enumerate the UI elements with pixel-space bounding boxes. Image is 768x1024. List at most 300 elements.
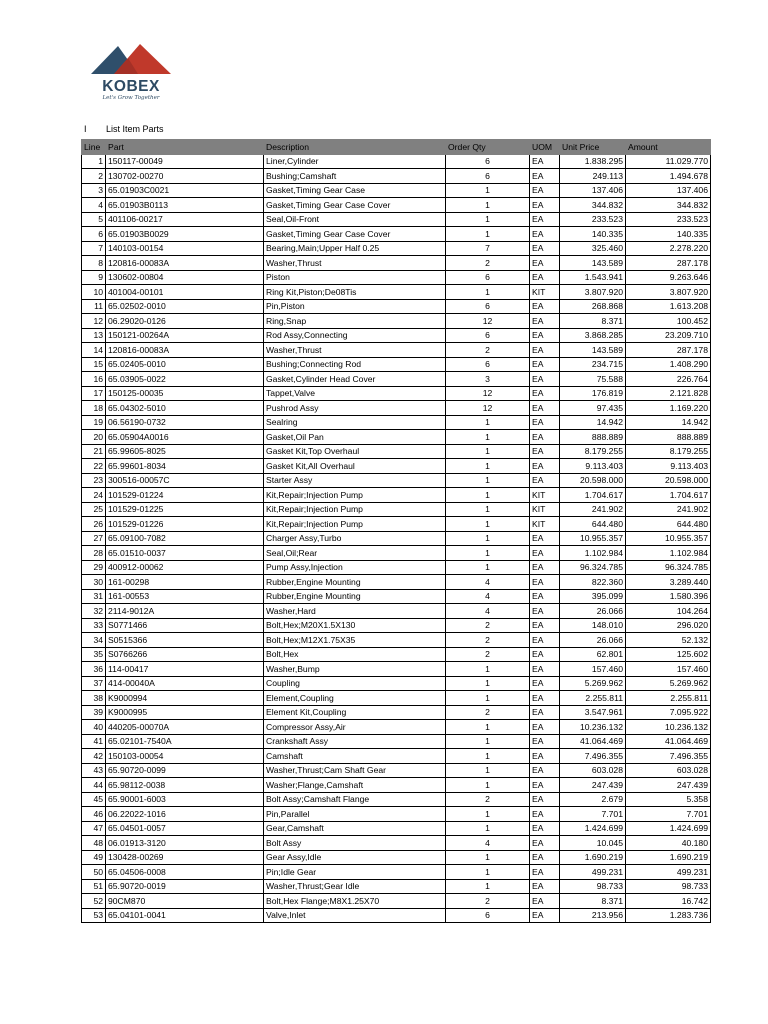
cell-amount: 1.408.290 [626,357,711,372]
cell-uom: EA [530,778,560,793]
cell-uom: EA [530,807,560,822]
table-row [82,401,711,416]
table-row [82,763,711,778]
cell-order-qty: 12 [446,386,530,401]
cell-unit-price: 8.371 [560,894,626,909]
cell-uom: EA [530,430,560,445]
cell-uom: EA [530,401,560,416]
cell-part: 65.05904A0016 [106,430,264,445]
cell-part: 130428-00269 [106,850,264,865]
cell-unit-price: 644.480 [560,517,626,532]
cell-part: 150125-00035 [106,386,264,401]
cell-unit-price: 3.868.285 [560,328,626,343]
cell-order-qty: 1 [446,517,530,532]
table-row [82,299,711,314]
cell-uom: EA [530,473,560,488]
cell-amount: 603.028 [626,763,711,778]
cell-line: 15 [82,357,106,372]
cell-unit-price: 143.589 [560,256,626,271]
cell-line: 8 [82,256,106,271]
table-row [82,444,711,459]
cell-unit-price: 14.942 [560,415,626,430]
cell-part: 401004-00101 [106,285,264,300]
cell-description: Pin,Piston [264,299,446,314]
cell-amount: 10.236.132 [626,720,711,735]
cell-part: 150121-00264A [106,328,264,343]
cell-uom: KIT [530,488,560,503]
cell-unit-price: 395.099 [560,589,626,604]
cell-part: 101529-01226 [106,517,264,532]
table-row [82,531,711,546]
cell-description: Washer,Thrust;Cam Shaft Gear [264,763,446,778]
cell-amount: 3.807.920 [626,285,711,300]
cell-order-qty: 1 [446,662,530,677]
cell-amount: 296.020 [626,618,711,633]
cell-line: 51 [82,879,106,894]
cell-line: 18 [82,401,106,416]
cell-description: Ring Kit,Piston;De08Tis [264,285,446,300]
cell-part: 65.90720-0019 [106,879,264,894]
cell-order-qty: 1 [446,415,530,430]
table-row [82,589,711,604]
cell-description: Seal,Oil-Front [264,212,446,227]
cell-uom: EA [530,676,560,691]
cell-amount: 41.064.469 [626,734,711,749]
cell-order-qty: 2 [446,633,530,648]
table-row [82,386,711,401]
table-row [82,473,711,488]
cell-order-qty: 7 [446,241,530,256]
cell-part: K9000994 [106,691,264,706]
cell-amount: 226.764 [626,372,711,387]
cell-amount: 8.179.255 [626,444,711,459]
cell-order-qty: 6 [446,169,530,184]
cell-amount: 9.263.646 [626,270,711,285]
cell-description: Gear Assy,Idle [264,850,446,865]
cell-line: 47 [82,821,106,836]
cell-order-qty: 2 [446,894,530,909]
cell-part: 65.01903C0021 [106,183,264,198]
cell-order-qty: 4 [446,575,530,590]
table-row [82,212,711,227]
cell-order-qty: 6 [446,154,530,169]
cell-part: 400912-00062 [106,560,264,575]
cell-unit-price: 1.102.984 [560,546,626,561]
cell-part: 440205-00070A [106,720,264,735]
cell-amount: 2.278.220 [626,241,711,256]
cell-line: 3 [82,183,106,198]
parts-table [81,139,711,923]
cell-line: 4 [82,198,106,213]
cell-line: 45 [82,792,106,807]
cell-part: 65.04506-0008 [106,865,264,880]
cell-description: Rubber,Engine Mounting [264,589,446,604]
cell-unit-price: 249.113 [560,169,626,184]
cell-description: Bolt Assy [264,836,446,851]
cell-description: Washer,Thrust [264,256,446,271]
cell-uom: EA [530,256,560,271]
cell-description: Gasket,Timing Gear Case Cover [264,227,446,242]
cell-part: 120816-00083A [106,256,264,271]
cell-order-qty: 1 [446,444,530,459]
cell-uom: EA [530,343,560,358]
cell-description: Gasket,Oil Pan [264,430,446,445]
table-row [82,676,711,691]
cell-order-qty: 1 [446,459,530,474]
cell-description: Kit,Repair;Injection Pump [264,488,446,503]
table-row [82,560,711,575]
cell-order-qty: 1 [446,821,530,836]
cell-unit-price: 7.496.355 [560,749,626,764]
cell-uom: EA [530,357,560,372]
cell-line: 20 [82,430,106,445]
cell-description: Seal,Oil;Rear [264,546,446,561]
cell-description: Bolt,Hex;M12X1.75X35 [264,633,446,648]
cell-uom: EA [530,459,560,474]
cell-part: 06.01913-3120 [106,836,264,851]
cell-unit-price: 1.838.295 [560,154,626,169]
cell-part: 130602-00804 [106,270,264,285]
cell-description: Bearing,Main;Upper Half 0.25 [264,241,446,256]
cell-part: S0515366 [106,633,264,648]
cell-part: 130702-00270 [106,169,264,184]
cell-uom: EA [530,314,560,329]
cell-part: 65.01510-0037 [106,546,264,561]
cell-order-qty: 1 [446,749,530,764]
cell-uom: KIT [530,502,560,517]
cell-uom: EA [530,792,560,807]
cell-part: 150103-00054 [106,749,264,764]
table-row [82,328,711,343]
cell-line: 34 [82,633,106,648]
cell-line: 31 [82,589,106,604]
parts-table-body [82,154,711,923]
header-order-qty: Order Qty [446,140,530,155]
kobex-logo [88,42,174,104]
cell-description: Element,Coupling [264,691,446,706]
cell-uom: EA [530,575,560,590]
table-row [82,459,711,474]
cell-unit-price: 8.179.255 [560,444,626,459]
cell-unit-price: 26.066 [560,604,626,619]
cell-part: 06.56190-0732 [106,415,264,430]
header-part: Part [106,140,264,155]
cell-order-qty: 6 [446,328,530,343]
cell-unit-price: 499.231 [560,865,626,880]
cell-amount: 104.264 [626,604,711,619]
cell-uom: EA [530,154,560,169]
cell-order-qty: 12 [446,314,530,329]
cell-description: Gasket,Timing Gear Case Cover [264,198,446,213]
cell-order-qty: 1 [446,531,530,546]
cell-order-qty: 1 [446,560,530,575]
cell-amount: 1.424.699 [626,821,711,836]
cell-amount: 7.496.355 [626,749,711,764]
cell-line: 44 [82,778,106,793]
cell-uom: EA [530,372,560,387]
cell-line: 38 [82,691,106,706]
cell-description: Bushing;Camshaft [264,169,446,184]
cell-description: Washer,Thrust;Gear Idle [264,879,446,894]
cell-uom: EA [530,227,560,242]
cell-unit-price: 247.439 [560,778,626,793]
cell-line: 30 [82,575,106,590]
table-row [82,618,711,633]
cell-order-qty: 1 [446,546,530,561]
cell-description: Gasket,Timing Gear Case [264,183,446,198]
table-row [82,821,711,836]
cell-part: 65.90001-6003 [106,792,264,807]
cell-line: 25 [82,502,106,517]
cell-line: 27 [82,531,106,546]
table-row [82,270,711,285]
cell-unit-price: 176.819 [560,386,626,401]
cell-amount: 3.289.440 [626,575,711,590]
cell-order-qty: 6 [446,270,530,285]
cell-unit-price: 41.064.469 [560,734,626,749]
cell-description: Bolt Assy;Camshaft Flange [264,792,446,807]
cell-part: 65.04501-0057 [106,821,264,836]
cell-unit-price: 62.801 [560,647,626,662]
cell-line: 41 [82,734,106,749]
cell-order-qty: 1 [446,502,530,517]
cell-order-qty: 1 [446,227,530,242]
cell-uom: EA [530,212,560,227]
cell-part: 2114-9012A [106,604,264,619]
cell-unit-price: 268.868 [560,299,626,314]
cell-unit-price: 157.460 [560,662,626,677]
header-description: Description [264,140,446,155]
cell-part: 101529-01225 [106,502,264,517]
table-row [82,314,711,329]
cell-description: Charger Assy,Turbo [264,531,446,546]
cell-unit-price: 97.435 [560,401,626,416]
cell-description: Bolt,Hex [264,647,446,662]
cell-amount: 96.324.785 [626,560,711,575]
cell-amount: 16.742 [626,894,711,909]
cell-uom: EA [530,908,560,923]
cell-amount: 241.902 [626,502,711,517]
cell-amount: 20.598.000 [626,473,711,488]
cell-unit-price: 822.360 [560,575,626,590]
cell-unit-price: 96.324.785 [560,560,626,575]
cell-uom: EA [530,647,560,662]
cell-uom: EA [530,589,560,604]
cell-line: 5 [82,212,106,227]
cell-uom: EA [530,604,560,619]
cell-unit-price: 234.715 [560,357,626,372]
cell-description: Sealring [264,415,446,430]
cell-description: Pin,Parallel [264,807,446,822]
logo-tagline: Let's Grow Together [102,95,160,101]
cell-uom: KIT [530,517,560,532]
cell-uom: EA [530,865,560,880]
cell-line: 24 [82,488,106,503]
cell-description: Gasket Kit,Top Overhaul [264,444,446,459]
cell-uom: EA [530,531,560,546]
cell-line: 32 [82,604,106,619]
cell-amount: 644.480 [626,517,711,532]
cell-order-qty: 2 [446,647,530,662]
cell-amount: 98.733 [626,879,711,894]
cell-unit-price: 344.832 [560,198,626,213]
cell-description: Coupling [264,676,446,691]
cell-order-qty: 2 [446,343,530,358]
cell-uom: EA [530,720,560,735]
cell-description: Pin;Idle Gear [264,865,446,880]
cell-uom: EA [530,169,560,184]
cell-amount: 233.523 [626,212,711,227]
cell-part: 65.01903B0113 [106,198,264,213]
cell-uom: EA [530,705,560,720]
cell-amount: 1.580.396 [626,589,711,604]
cell-line: 1 [82,154,106,169]
cell-amount: 157.460 [626,662,711,677]
cell-line: 22 [82,459,106,474]
table-row [82,879,711,894]
table-row [82,256,711,271]
cell-uom: EA [530,894,560,909]
cell-order-qty: 4 [446,589,530,604]
cell-amount: 1.690.219 [626,850,711,865]
cell-line: 11 [82,299,106,314]
cell-line: 23 [82,473,106,488]
cell-uom: EA [530,879,560,894]
cell-uom: KIT [530,285,560,300]
table-row [82,691,711,706]
table-row [82,198,711,213]
cell-amount: 7.701 [626,807,711,822]
cell-part: 65.04302-5010 [106,401,264,416]
cell-unit-price: 603.028 [560,763,626,778]
cell-part: 65.01903B0029 [106,227,264,242]
cell-unit-price: 98.733 [560,879,626,894]
cell-amount: 1.494.678 [626,169,711,184]
cell-line: 19 [82,415,106,430]
cell-uom: EA [530,691,560,706]
table-header-row [82,140,711,155]
table-row [82,662,711,677]
cell-uom: EA [530,618,560,633]
cell-unit-price: 8.371 [560,314,626,329]
cell-description: Starter Assy [264,473,446,488]
cell-unit-price: 241.902 [560,502,626,517]
cell-order-qty: 1 [446,183,530,198]
cell-description: Valve,Inlet [264,908,446,923]
cell-order-qty: 3 [446,372,530,387]
cell-amount: 287.178 [626,256,711,271]
logo-brand-text: KOBEX [102,78,160,95]
cell-amount: 137.406 [626,183,711,198]
cell-order-qty: 2 [446,705,530,720]
cell-amount: 344.832 [626,198,711,213]
table-row [82,415,711,430]
cell-amount: 9.113.403 [626,459,711,474]
cell-amount: 52.132 [626,633,711,648]
cell-description: Gasket,Cylinder Head Cover [264,372,446,387]
cell-amount: 1.283.736 [626,908,711,923]
cell-part: 65.03905-0022 [106,372,264,387]
cell-line: 7 [82,241,106,256]
cell-line: 6 [82,227,106,242]
cell-unit-price: 10.955.357 [560,531,626,546]
header-unit-price: Unit Price [560,140,626,155]
cell-part: 90CM870 [106,894,264,909]
table-row [82,633,711,648]
cell-line: 37 [82,676,106,691]
cell-unit-price: 2.679 [560,792,626,807]
cell-unit-price: 75.588 [560,372,626,387]
table-row [82,850,711,865]
cell-part: 65.99601-8034 [106,459,264,474]
cell-unit-price: 1.543.941 [560,270,626,285]
cell-part: 65.04101-0041 [106,908,264,923]
cell-line: 16 [82,372,106,387]
cell-unit-price: 148.010 [560,618,626,633]
cell-unit-price: 10.236.132 [560,720,626,735]
cell-uom: EA [530,821,560,836]
cell-uom: EA [530,328,560,343]
cell-amount: 1.102.984 [626,546,711,561]
table-row [82,734,711,749]
table-row [82,183,711,198]
cell-order-qty: 6 [446,357,530,372]
cell-part: 401106-00217 [106,212,264,227]
cell-unit-price: 1.704.617 [560,488,626,503]
cell-order-qty: 1 [446,734,530,749]
cell-part: S0766266 [106,647,264,662]
cell-order-qty: 1 [446,879,530,894]
header-amount: Amount [626,140,711,155]
cell-part: 65.09100-7082 [106,531,264,546]
cell-order-qty: 1 [446,865,530,880]
cell-line: 12 [82,314,106,329]
table-row [82,705,711,720]
table-row [82,647,711,662]
cell-line: 13 [82,328,106,343]
table-row [82,517,711,532]
table-row [82,604,711,619]
table-row [82,430,711,445]
cell-amount: 888.889 [626,430,711,445]
cell-unit-price: 1.424.699 [560,821,626,836]
table-row [82,241,711,256]
cell-amount: 1.704.617 [626,488,711,503]
cell-part: K9000995 [106,705,264,720]
cell-description: Camshaft [264,749,446,764]
cell-order-qty: 1 [446,676,530,691]
cell-uom: EA [530,662,560,677]
cell-amount: 1.169.220 [626,401,711,416]
cell-description: Washer;Flange,Camshaft [264,778,446,793]
cell-line: 10 [82,285,106,300]
cell-uom: EA [530,633,560,648]
cell-part: 120816-00083A [106,343,264,358]
cell-amount: 1.613.208 [626,299,711,314]
cell-order-qty: 1 [446,807,530,822]
cell-amount: 2.255.811 [626,691,711,706]
cell-order-qty: 1 [446,778,530,793]
section-heading [84,124,164,134]
cell-uom: EA [530,836,560,851]
cell-unit-price: 325.460 [560,241,626,256]
cell-line: 21 [82,444,106,459]
cell-uom: EA [530,270,560,285]
cell-unit-price: 143.589 [560,343,626,358]
cell-description: Crankshaft Assy [264,734,446,749]
cell-line: 53 [82,908,106,923]
cell-order-qty: 1 [446,850,530,865]
